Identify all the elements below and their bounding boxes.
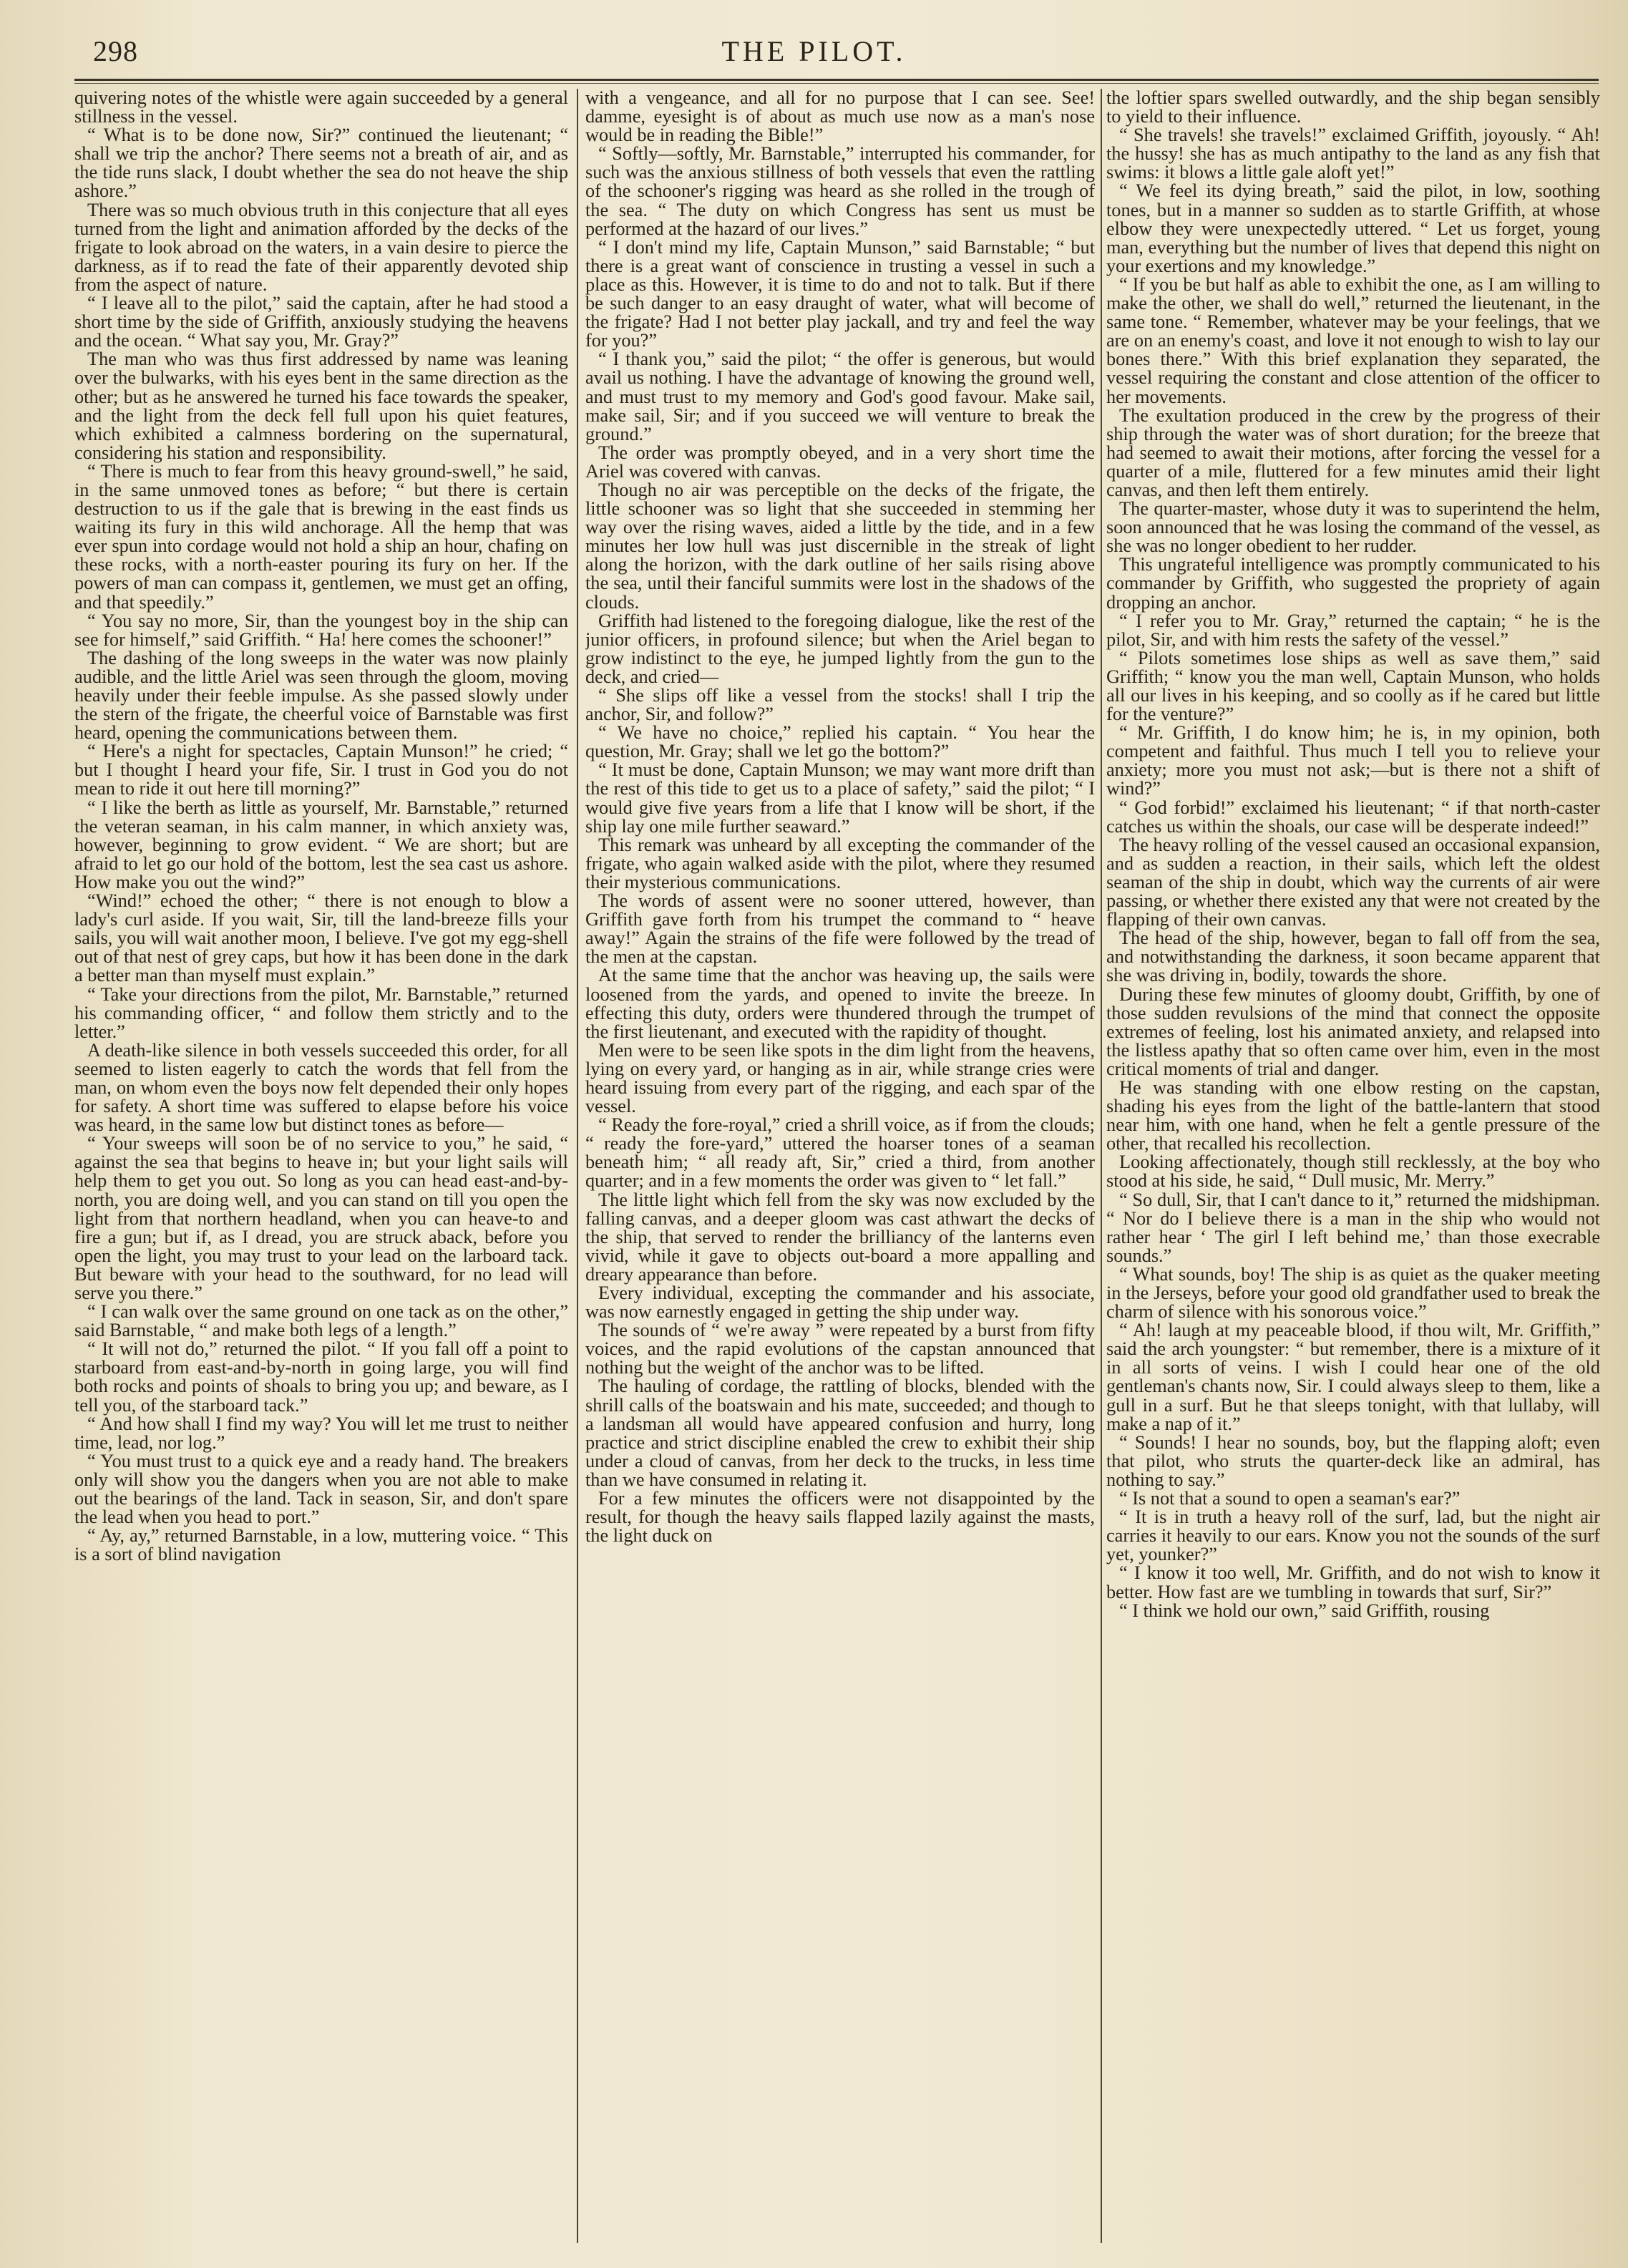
page-header	[0, 34, 1628, 70]
text-column-1	[74, 89, 568, 2243]
paragraph: “ Ah! laugh at my peaceable blood, if thou wilt, Mr. Griffith,” said the arch youngster: “ but remember, there is a mixture of it in all sorts of veins. I wish I could hear one of the old gentleman's chants now, Sir. I could always sleep to them, like a gull in a surf. But he that sleeps tonight, with that lullaby, will make a nap of it.”	[1106, 1320, 1600, 1434]
paragraph: The exultation produced in the crew by the progress of their ship through the water was of short duration; for the breeze that had seemed to await their motions, after forcing the vessel for a quarter of a mile, fluttered for a few minutes amid their light canvas, and then left them entirely.	[1106, 404, 1600, 500]
header-rule	[74, 79, 1599, 81]
paragraph: “ I can walk over the same ground on one tack as on the other,” said Barnstable, “ and make both legs of a length.”	[74, 1301, 568, 1341]
paragraph: “ I refer you to Mr. Gray,” returned the captain; “ he is the pilot, Sir, and with him rests the safety of the vessel.”	[1106, 610, 1600, 650]
paragraph: A death-like silence in both vessels succeeded this order, for all seemed to listen eagerly to catch the words that fell from the man, on whom even the boys now felt depended their only hopes for safety. A short time was suffered to elapse before his voice was heard, in the same low but distinct tones as before—	[74, 1039, 568, 1136]
paragraph: Men were to be seen like spots in the dim light from the heavens, lying on every yard, or hanging as in air, while strange cries were heard issuing from every part of the rigging, and each spar of the vessel.	[585, 1039, 1095, 1117]
column-divider	[577, 89, 578, 2243]
column-divider	[1101, 89, 1102, 2243]
paragraph: “ What is to be done now, Sir?” continued the lieutenant; “ shall we trip the anchor? There seems not a breath of air, and as the tide runs slack, I doubt whether the sea do not heave the ship ashore.”	[74, 125, 568, 202]
paragraph: He was standing with one elbow resting on the capstan, shading his eyes from the light of the battle-lantern that stood near him, with one hand, when he felt a gentle pressure of the other, that recalled his recollection.	[1106, 1076, 1600, 1154]
paragraph: There was so much obvious truth in this conjecture that all eyes turned from the light and animation afforded by the decks of the frigate to look abroad on the waters, in a vain desire to pierce the darkness, as if to read the fate of their apparently devoted ship from the aspect of nature.	[74, 199, 568, 295]
paragraph: quivering notes of the whistle were again succeeded by a general stillness in the vessel.	[74, 89, 568, 127]
paragraph: “ So dull, Sir, that I can't dance to it,” returned the midshipman. “ Nor do I believe there is a man in the ship who would not rather hear ‘ The girl I left behind me,’ than those execrable sounds.”	[1106, 1189, 1600, 1266]
paragraph: “ It will not do,” returned the pilot. “ If you fall off a point to starboard from east-and-by-north in going large, you will find both rocks and points of shoals to bring you up; and beware, as I tell you, of the starboard tack.”	[74, 1338, 568, 1416]
paragraph: “ Your sweeps will soon be of no service to you,” he said, “ against the sea that begins to heave in; but your light sails will help them to get you out. So long as you can head east-and-by-north, you are doing well, and you can stand on till you open the light from that northern headland, when you can heave-to and fire a gun; but if, as I dread, you are struck aback, before you open the light, you may trust to your lead on the larboard tack. But beware with your head to the southward, for no lead will serve you there.”	[74, 1133, 568, 1303]
paragraph: “ Is not that a sound to open a seaman's ear?”	[1119, 1488, 1461, 1509]
paragraph: The little light which fell from the sky was now excluded by the falling canvas, and a deeper gloom was cast athwart the decks of the ship, that served to render the brilliancy of the lanterns even vivid, while it gave to objects out-board a more appalling and dreary appearance than before.	[585, 1189, 1095, 1285]
paragraph: The sounds of “ we're away ” were repeated by a burst from fifty voices, and the rapid evolutions of the capstan announced that nothing but the weight of the anchor was to be lifted.	[585, 1320, 1095, 1378]
paragraph: “ I leave all to the pilot,” said the captain, after he had stood a short time by the side of Griffith, anxiously studying the heavens and the ocean. “ What say you, Mr. Gray?”	[74, 293, 568, 351]
paragraph: The head of the ship, however, began to fall off from the sea, and notwithstanding the darkness, it soon became apparent that she was driving in, bodily, towards the shore.	[1106, 928, 1600, 986]
paragraph: “ It must be done, Captain Munson; we may want more drift than the rest of this tide to get us to a place of safety,” said the pilot; “ I would give five years from a life that I know will be short, if the ship lay one mile further seaward.”	[585, 759, 1095, 837]
paragraph: “ Ay, ay,” returned Barnstable, in a low, muttering voice. “ This is a sort of blind navigation	[74, 1525, 568, 1565]
text-column-2	[585, 89, 1095, 2243]
paragraph: “ What sounds, boy! The ship is as quiet as the quaker meeting in the Jerseys, before your good old grandfather used to break the charm of silence with his sonorous voice.”	[1106, 1263, 1600, 1323]
paragraph: The man who was thus first addressed by name was leaning over the bulwarks, with his eyes bent in the same direction as the other; but as he answered he turned his face towards the speaker, and the light from the deck fell full upon his quiet features, which exhibited a calmness bordering on the supernatural, considering his station and responsibility.	[74, 349, 568, 463]
paragraph: “ It is in truth a heavy roll of the surf, lad, but the night air carries it heavily to our ears. Know you not the sounds of the surf yet, younker?”	[1106, 1507, 1600, 1565]
paragraph: “ I thank you,” said the pilot; “ the offer is generous, but would avail us nothing. I have the advantage of knowing the ground well, and must trust to my memory and God's good favour. Make sail, make sail, Sir; and if you succeed we will venture to break the ground.”	[585, 349, 1095, 444]
paragraph: “ We have no choice,” replied his captain. “ You hear the question, Mr. Gray; shall we let go the bottom?”	[585, 722, 1095, 762]
paragraph: The words of assent were no sooner uttered, however, than Griffith gave forth from his trumpet the command to “ heave away!” Again the strains of the fife were followed by the tread of the men at the capstan.	[585, 890, 1095, 968]
paragraph: At the same time that the anchor was heaving up, the sails were loosened from the yards, and opened to invite the breeze. In effecting this duty, orders were thundered through the trumpet of the first lieutenant, and executed with the rapidity of thought.	[585, 965, 1095, 1042]
header-rule-thin	[74, 83, 1599, 84]
paragraph: The dashing of the long sweeps in the water was now plainly audible, and the little Ariel was seen through the gloom, moving heavily under their feeble impulse. As she passed slowly under the stern of the frigate, the cheerful voice of Barnstable was first heard, opening the communications between them.	[74, 647, 568, 744]
paragraph: “Wind!” echoed the other; “ there is not enough to blow a lady's curl aside. If you wait, Sir, till the land-breeze fills your sails, you will wait another moon, I believe. I've got my egg-shell out of that nest of grey caps, but how it has been done in the dark a better man than myself must explain.”	[74, 890, 568, 986]
paragraph: with a vengeance, and all for no purpose that I can see. See! damme, eyesight is of about as much use now as a man's nose would be in reading the Bible!”	[585, 89, 1095, 146]
paragraph: “ And how shall I find my way? You will let me trust to neither time, lead, nor log.”	[74, 1413, 568, 1453]
paragraph: “ Sounds! I hear no sounds, boy, but the flapping aloft; even that pilot, who struts the quarter-deck like an admiral, has nothing to say.”	[1106, 1431, 1600, 1490]
paragraph: Every individual, excepting the commander and his associate, was now earnestly engaged in getting the ship under way.	[585, 1283, 1095, 1323]
paragraph: Looking affectionately, though still recklessly, at the boy who stood at his side, he said, “ Dull music, Mr. Merry.”	[1106, 1152, 1600, 1192]
paragraph: “ She travels! she travels!” exclaimed Griffith, joyously. “ Ah! the hussy! she has as much antipathy to the land as any fish that swims: it blows a little gale aloft yet!”	[1106, 125, 1600, 183]
paragraph: the loftier spars swelled outwardly, and the ship began sensibly to yield to their influence.	[1106, 89, 1600, 127]
paragraph: “ If you be but half as able to exhibit the one, as I am willing to make the other, we shall do well,” returned the lieutenant, in the same tone. “ Remember, whatever may be your feelings, that we are on an enemy's coast, and love it not enough to wish to lay our bones there.” With this brief explanation they separated, the vessel requiring the constant and close attention of the officer to her movements.	[1106, 273, 1600, 407]
paragraph: “ There is much to fear from this heavy ground-swell,” he said, in the same unmoved tones as before; “ but there is certain destruction to us if the gale that is brewing in the east finds us waiting its fury in this wild anchorage. All the hemp that was ever spun into cordage would not hold a ship an hour, chafing on these rocks, with a north-easter pouring its fury on her. If the powers of man can compass it, gentlemen, we must get an offing, and that speedily.”	[74, 460, 568, 613]
paragraph: “ We feel its dying breath,” said the pilot, in low, soothing tones, but in a manner so sudden as to startle Griffith, at whose elbow they were unexpectedly uttered. “ Let us forget, young man, everything but the number of lives that depend this night on your exertions and my knowledge.”	[1106, 180, 1600, 276]
paragraph: Griffith had listened to the foregoing dialogue, like the rest of the junior officers, in profound silence; but when the Ariel began to grow indistinct to the eye, he jumped lightly from the gun to the deck, and cried—	[585, 610, 1095, 687]
paragraph: The heavy rolling of the vessel caused an occasional expansion, and as sudden a reaction, in their sails, which left the oldest seaman of the ship in doubt, which way the currents of air were passing, or whether there existed any that were not created by the flapping of their own canvas.	[1106, 834, 1600, 930]
paragraph: For a few minutes the officers were not disappointed by the result, for though the heavy sails flapped lazily against the masts, the light duck on	[585, 1488, 1095, 1547]
paragraph: Though no air was perceptible on the decks of the frigate, the little schooner was so light that she succeeded in stemming her way over the rising waves, aided a little by the tide, and in a few minutes her low hull was just discernible in the streak of light along the horizon, with the dark outline of her sails rising above the sea, until their fanciful summits were lost in the shadows of the clouds.	[585, 479, 1095, 613]
paragraph: “ Take your directions from the pilot, Mr. Barnstable,” returned his commanding officer, “ and follow them strictly and to the letter.”	[74, 983, 568, 1042]
paragraph: The quarter-master, whose duty it was to superintend the helm, soon announced that he was losing the command of the vessel, as she was no longer obedient to her rudder.	[1106, 498, 1600, 557]
paragraph: During these few minutes of gloomy doubt, Griffith, by one of those sudden revulsions of the mind that connect the opposite extremes of feeling, lost his animated anxiety, and relapsed into the listless apathy that so often came over him, even in the most critical moments of trial and danger.	[1106, 983, 1600, 1079]
paragraph: “ God forbid!” exclaimed his lieutenant; “ if that north-caster catches us within the shoals, our case will be desperate indeed!”	[1106, 797, 1600, 837]
paragraph: “ You must trust to a quick eye and a ready hand. The breakers only will show you the dangers when you are not able to make out the bearings of the land. Tack in season, Sir, and don't spare the lead when you head to port.”	[74, 1450, 568, 1528]
paragraph: “ Pilots sometimes lose ships as well as save them,” said Griffith; “ know you the man well, Captain Munson, who holds all our lives in his keeping, and so coolly as if he cared but little for the venture?”	[1106, 647, 1600, 725]
paragraph: “ I don't mind my life, Captain Munson,” said Barnstable; “ but there is a great want of conscience in trusting a vessel in such a place as this. However, it is time to do and not to talk. But if there be such danger to an easy draught of water, what will become of the frigate? Had I not better play jackall, and try and feel the way for you?”	[585, 236, 1095, 351]
paragraph: “ Ready the fore-royal,” cried a shrill voice, as if from the clouds; “ ready the fore-yard,” uttered the hoarser tones of a seaman beneath him; “ all ready aft, Sir,” cried a third, from another quarter; and in a few moments the order was given to “ let fall.”	[585, 1114, 1095, 1192]
paragraph: “ You say no more, Sir, than the youngest boy in the ship can see for himself,” said Griffith. “ Ha! here comes the schooner!”	[74, 610, 568, 650]
text-column-3	[1106, 89, 1600, 2243]
paragraph: The order was promptly obeyed, and in a very short time the Ariel was covered with canvas.	[585, 442, 1095, 482]
paragraph: “ Softly—softly, Mr. Barnstable,” interrupted his commander, for such was the anxious stillness of both vessels that even the rattling of the schooner's rigging was heard as she rolled in the trough of the sea. “ The duty on which Congress has sent us must be performed at the hazard of our lives.”	[585, 143, 1095, 239]
paragraph: “ I like the berth as little as yourself, Mr. Barnstable,” returned the veteran seaman, in his calm manner, in which anxiety was, however, beginning to grow evident. “ We are short; but are afraid to let go our hold of the bottom, lest the sea cast us ashore. How make you out the wind?”	[74, 797, 568, 892]
paragraph: This remark was unheard by all excepting the commander of the frigate, who again walked aside with the pilot, where they resumed their mysterious communications.	[585, 834, 1095, 892]
paragraph: “ I know it too well, Mr. Griffith, and do not wish to know it better. How fast are we tumbling in towards that surf, Sir?”	[1106, 1562, 1600, 1602]
page-number: 298	[93, 35, 138, 67]
paragraph: “ She slips off like a vessel from the stocks! shall I trip the anchor, Sir, and follow?”	[585, 685, 1095, 725]
paragraph: This ungrateful intelligence was promptly communicated to his commander by Griffith, who suggested the propriety of again dropping an anchor.	[1106, 554, 1600, 613]
paragraph: The hauling of cordage, the rattling of blocks, blended with the shrill calls of the boatswain and his mate, succeeded; and though to a landsman all would have appeared confusion and hurry, long practice and strict discipline enabled the crew to exhibit their ship under a cloud of canvas, from her deck to the trucks, in less time than we have consumed in relating it.	[585, 1376, 1095, 1490]
paragraph: “ Here's a night for spectacles, Captain Munson!” he cried; “ but I thought I heard your fife, Sir. I trust in God you do not mean to ride it out here till morning?”	[74, 741, 568, 799]
page-title: THE PILOT.	[721, 35, 907, 67]
paragraph: “ Mr. Griffith, I do know him; he is, in my opinion, both competent and faithful. Thus much I tell you to relieve your anxiety; more you must not ask;—but is there not a shift of wind?”	[1106, 722, 1600, 799]
paragraph: “ I think we hold our own,” said Griffith, rousing	[1119, 1600, 1490, 1621]
